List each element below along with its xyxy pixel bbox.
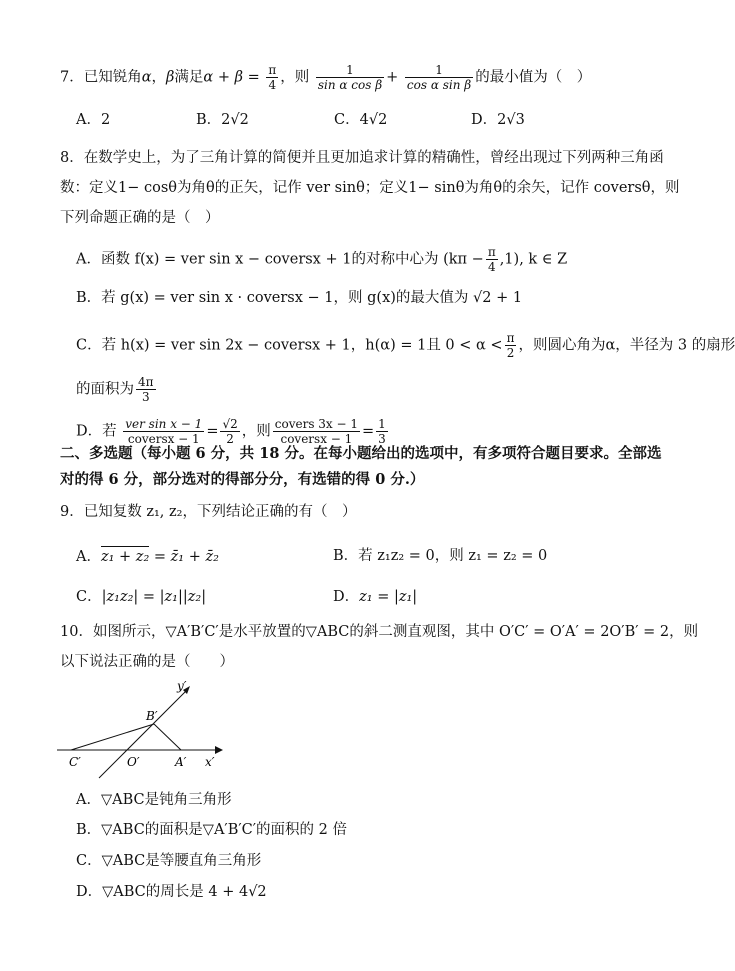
q10-option-c: C．▽ABC是等腰直角三角形	[76, 853, 262, 869]
y-axis	[99, 690, 187, 778]
x-axis-arrow	[215, 746, 223, 754]
q9-option-b: B．若 z₁z₂ = 0，则 z₁ = z₂ = 0	[333, 548, 548, 564]
section2-line-2: 对的得 6 分，部分选对的得部分分，有选错的得 0 分.）	[60, 471, 425, 488]
q8-line-3: 下列命题正确的是（ ）	[60, 210, 220, 226]
q9-option-a: A．z₁ + z₂ = z̄₁ + z̄₂	[76, 546, 219, 567]
q7-option-c: C．4√2	[334, 112, 388, 128]
q10-line-2: 以下说法正确的是（ ）	[60, 654, 234, 670]
edge-b-a	[154, 724, 181, 750]
fraction-1: $\frac{1}{\text{sin α cos β}}$	[317, 63, 383, 92]
q9-option-c: C．|z₁z₂| = |z₁||z₂|	[76, 589, 207, 605]
section2-line-1: 二、多选题（每小题 6 分，共 18 分。在每小题给出的选项中，有多项符合题目要求。全部选	[60, 445, 662, 462]
q8-line-2: 数：定义1− cosθ为角θ的正矢，记作 ver sinθ；定义1− sinθ为角θ的余矢，记作 coversθ，则	[60, 180, 680, 196]
pi-over-4: $\frac{\pi}{4}$	[268, 63, 277, 92]
oblique-projection-figure	[55, 678, 235, 783]
q7-option-b: B．2√2	[196, 112, 249, 128]
q7-stem: 7．已知锐角α，β满足α + β = $\frac{\pi}{4}$ ，则 $\frac{1}{\text{sin α cos β}}$ + $\frac{1}{\text{cos α sin β}}$ 的最小值为（ ）	[60, 63, 592, 92]
label-b: B′	[146, 709, 158, 723]
q8-option-a: A．函数 f(x) = ver sin x − coversx + 1的对称中心为 (kπ − $\frac{\pi}{4}$ ,1), k ∈ Z	[76, 245, 568, 274]
fraction-2: $\frac{1}{\text{cos α sin β}}$	[406, 63, 472, 92]
edge-c-b	[71, 724, 154, 750]
q10-line-1: 10．如图所示，▽A′B′C′是水平放置的▽ABC的斜二测直观图，其中 O′C′ = O′A′ = 2O′B′ = 2，则	[60, 624, 699, 640]
label-o: O′	[127, 755, 140, 769]
q10-option-d: D．▽ABC的周长是 4 + 4√2	[76, 884, 267, 900]
label-c: C′	[69, 755, 81, 769]
q10-option-b: B．▽ABC的面积是▽A′B′C′的面积的 2 倍	[76, 822, 347, 838]
q7-option-d: D．2√3	[471, 112, 525, 128]
label-a: A′	[175, 755, 187, 769]
q8-option-b: B．若 g(x) = ver sin x · coversx − 1，则 g(x)的最大值为 √2 + 1	[76, 290, 523, 306]
q10-option-a: A．▽ABC是钝角三角形	[76, 792, 232, 808]
q7-option-a: A．2	[76, 112, 111, 128]
q8-line-1: 8．在数学史上，为了三角计算的简便并且更加追求计算的精确性，曾经出现过下列两种三角函	[60, 150, 664, 166]
q9-option-d: D．z₁ = |z₁|	[333, 589, 418, 605]
q8-option-c-line-2: 的面积为 $\frac{4\pi}{3}$	[76, 375, 154, 404]
q8-option-d: D．若 $\frac{\text{ver sin x − 1}}{\text{coversx − 1}}$ = $\frac{√2}{2}$ ，则 $\frac{\text{covers 3x − 1}}{\text{coversx − 1}}$ = $\frac{1}{3}$	[76, 417, 386, 446]
label-x: x′	[205, 755, 215, 769]
q8-option-c: C．若 h(x) = ver sin 2x − coversx + 1，h(α) = 1且 0 < α < $\frac{\pi}{2}$ ，则圆心角为α，半径为 3 的扇形	[76, 331, 735, 360]
q9-stem: 9．已知复数 z₁, z₂，下列结论正确的有（ ）	[60, 504, 357, 520]
label-y: y′	[177, 679, 187, 693]
